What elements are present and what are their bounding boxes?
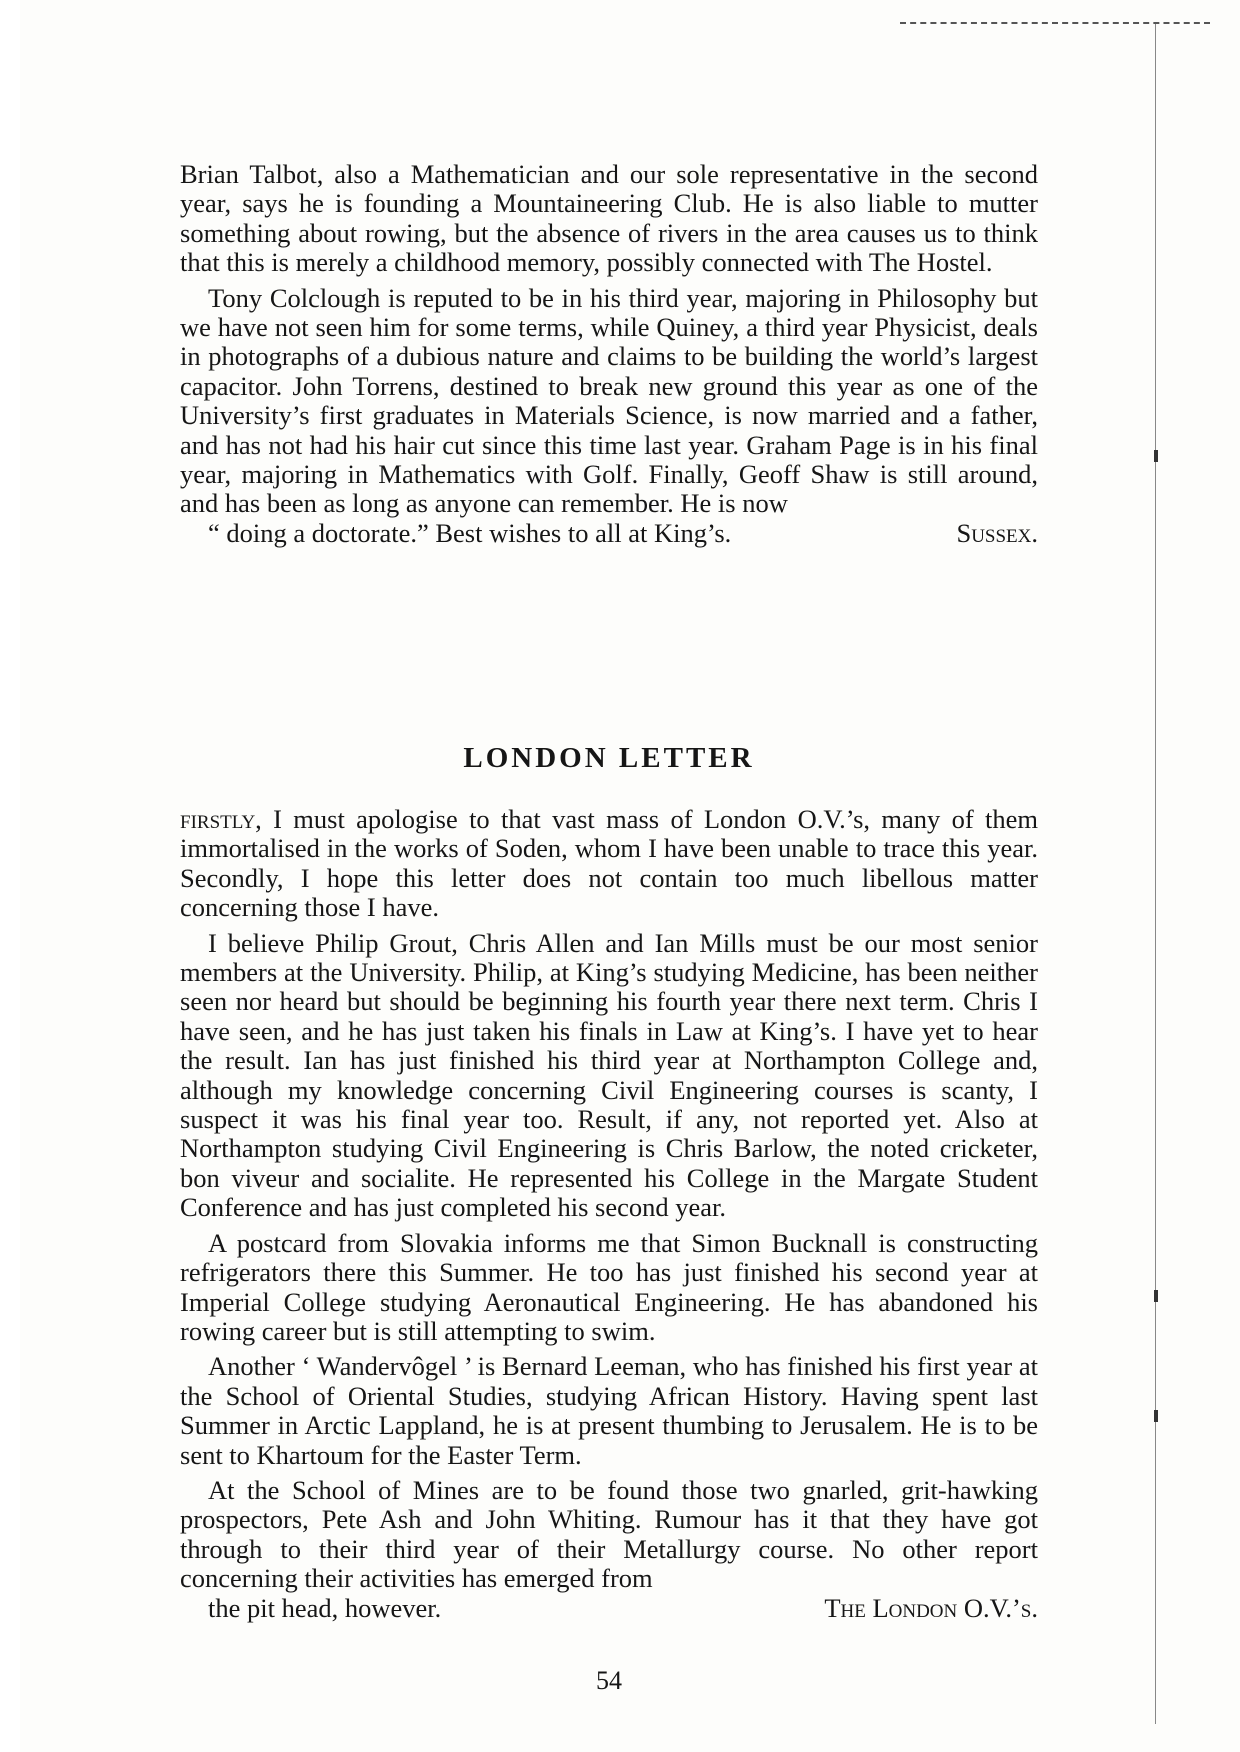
sussex-paragraph-2 [180,284,1038,549]
sussex-letter [180,160,1038,554]
sussex-closing-line [180,519,1038,548]
london-closing-line [180,1594,1038,1623]
london-last-line: the pit head, however. [208,1592,442,1623]
page-number: 54 [596,1666,622,1695]
london-opening-paragraph [180,805,1038,923]
binding-rule [1155,24,1156,1724]
london-letter [180,805,1038,1629]
top-rule [900,22,1210,24]
london-paragraph-4 [180,1476,1038,1623]
binding-mark [1154,1410,1158,1422]
london-paragraph-2: A postcard from Slovakia informs me that Simon Bucknall is constructing refrigerators there this Summer. He too has just finished his second year at Imperial College studying Aeronautical Engineering. He has abandoned his rowing career but is still attempting to swim. [180,1227,1038,1346]
london-paragraph-1: I believe Philip Grout, Chris Allen and Ian Mills must be our most senior members at the University. Philip, at King’s studying Medicine, has been neither seen nor heard but should be beginning his fourth year there next term. Chris I have seen, and he has just taken his finals in Law at King’s. I have yet to hear the result. Ian has just finished his third year at Northampton College and, although my knowledge concerning Civil Engineering courses is scanty, I suspect it was his final year too. Result, if any, not reported yet. Also at Northampton studying Civil Engineering is Chris Barlow, the noted cricketer, bon viveur and socialite. He represented his College in the Margate Student Conference and has just completed his second year. [180,927,1038,1223]
london-signature: The London O.V.’s. [824,1592,1038,1623]
london-letter-title: LONDON LETTER [463,742,755,774]
sussex-paragraph-1: Brian Talbot, also a Mathematician and our sole representative in the second year, says he is founding a Mountaineering Club. He is also liable to mutter something about rowing, but the absence of rivers in the area causes us to think that this is merely a childhood memory, possibly connected with The Hostel. [180,159,1038,278]
london-paragraph-3: Another ‘ Wandervôgel ’ is Bernard Leeman, who has finished his first year at the School of Oriental Studies, studying African History. Having spent last Summer in Arctic Lappland, he is at present thumbing to Jerusalem. He is to be sent to Khartoum for the Easter Term. [180,1351,1038,1470]
sussex-paragraph-2-text: Tony Colclough is reputed to be in his third year, majoring in Philosophy but we have not seen him for some terms, while Quiney, a third year Physicist, deals in photographs of a dubious nature and claims to be building the world’s largest capacitor. John Torrens, destined to break new ground this year as one of the University’s first graduates in Materials Science, is now married and a father, and has not had his hair cut since this time last year. Graham Page is in his final year, majoring in Mathematics with Golf. Finally, Geoff Shaw is still around, and has been as long as anyone can remember. He is now [180,282,1038,519]
sussex-last-line: “ doing a doctorate.” Best wishes to all at King’s. [208,517,732,548]
london-opening-text: I must apologise to that vast mass of London O.V.’s, many of them immortalised in the works of Soden, whom I have been unable to trace this year. Secondly, I hope this letter does not contain too much libellous matter concerning those I have. [180,804,1038,923]
sussex-signature: Sussex. [956,517,1038,548]
binding-mark [1154,1290,1158,1302]
page-edge [0,0,20,1752]
london-paragraph-4-text: At the School of Mines are to be found those two gnarled, grit-hawking prospectors, Pete Ash and John Whiting. Rumour has it that they have got through to their third year of their Metallurgy course. No other report concerning their activities has emerged from [180,1474,1038,1594]
london-opening-word: firstly, [180,804,262,834]
binding-mark [1154,450,1158,462]
